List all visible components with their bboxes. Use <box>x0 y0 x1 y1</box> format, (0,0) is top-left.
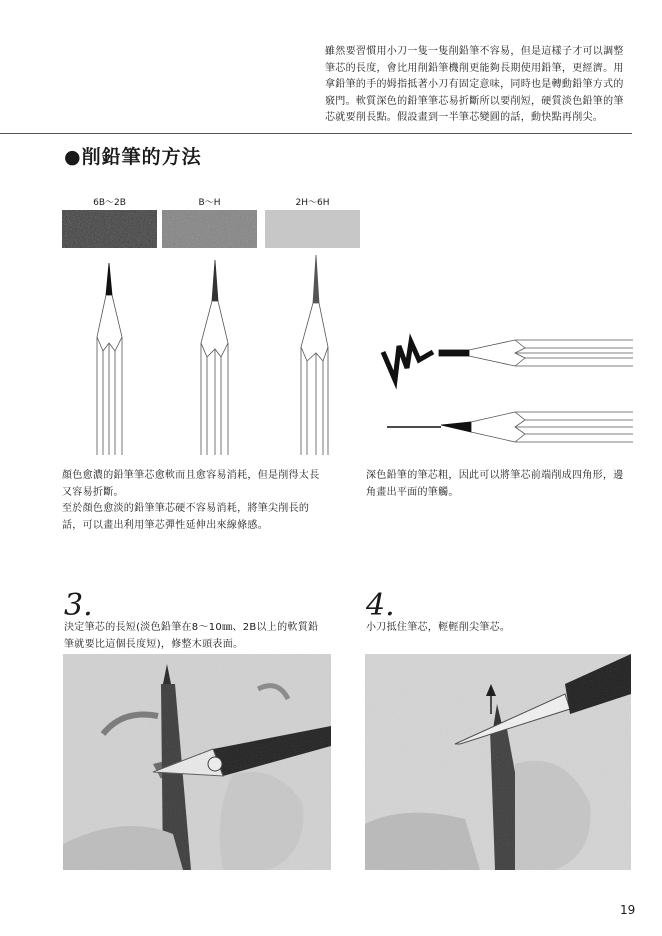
pencil-horizontal-fine <box>387 412 633 442</box>
step-3-number: 3. <box>64 588 93 623</box>
swatch-medium <box>162 210 257 248</box>
intro-line: 竅門。軟質深色的鉛筆筆芯易折斷所以要削短，硬質淡色鉛筆的筆 <box>325 95 624 107</box>
pencil-horizontal-chisel <box>439 340 633 366</box>
caption-line: 角畫出平面的筆觸。 <box>366 486 459 498</box>
step-3-text <box>64 620 344 653</box>
chisel-tip-diagram <box>375 330 635 450</box>
step-3-photo <box>63 654 331 870</box>
step-4-text <box>366 620 636 637</box>
caption-line: 話，可以畫出利用筆芯彈性延伸出來線條感。 <box>62 519 268 531</box>
caption-line: 又容易折斷。 <box>62 486 124 498</box>
swatch-label-soft: 6B～2B <box>93 198 126 208</box>
caption-line: 小刀抵住筆芯，輕輕削尖筆芯。 <box>366 622 511 633</box>
step-4-photo <box>365 654 631 870</box>
caption-line: 決定筆芯的長短(淡色鉛筆在8～10㎜、2B以上的軟質鉛 <box>64 622 319 633</box>
swatch-label-hard: 2H～6H <box>295 198 330 208</box>
chisel-caption <box>366 468 641 501</box>
swatch-soft <box>62 210 157 248</box>
intro-line: 拿鉛筆的手的姆指抵著小刀有固定意味，同時也是轉動鉛筆方式的 <box>325 79 624 90</box>
section-title: ●削鉛筆的方法 <box>64 146 202 168</box>
pencil-medium <box>201 260 228 455</box>
soft-hard-caption <box>62 468 337 534</box>
intro-line: 芯就要削長點。假設畫到一半筆芯變圓的話，動快點再削尖。 <box>325 112 604 123</box>
caption-line: 深色鉛筆的筆芯粗，因此可以將筆芯前端削成四角形，邊 <box>366 470 624 481</box>
page-number: 19 <box>620 903 636 917</box>
pencil-soft <box>97 263 122 455</box>
pencil-sharpening-diagram <box>60 255 360 465</box>
pencil-hard <box>301 255 328 455</box>
swatch-hard <box>265 210 360 248</box>
caption-line: 筆就要比這個長度短)，修整木頭表面。 <box>64 638 244 650</box>
step-4-number: 4. <box>366 588 395 623</box>
section-divider <box>0 133 632 134</box>
caption-line: 至於顏色愈淡的鉛筆筆芯硬不容易消耗，將筆尖削長的 <box>62 503 310 514</box>
intro-line: 筆芯的長度，會比用削鉛筆機削更能夠長期使用鉛筆，更經濟。用 <box>325 62 624 74</box>
swatch-label-medium: B～H <box>198 198 221 208</box>
caption-line: 顏色愈濃的鉛筆筆芯愈軟而且愈容易消耗，但是削得太長 <box>62 470 320 481</box>
zigzag-stroke <box>383 342 433 380</box>
intro-line: 雖然要習慣用小刀一隻一隻削鉛筆不容易，但是這樣子才可以調整 <box>325 46 624 57</box>
intro-paragraph <box>325 44 630 127</box>
